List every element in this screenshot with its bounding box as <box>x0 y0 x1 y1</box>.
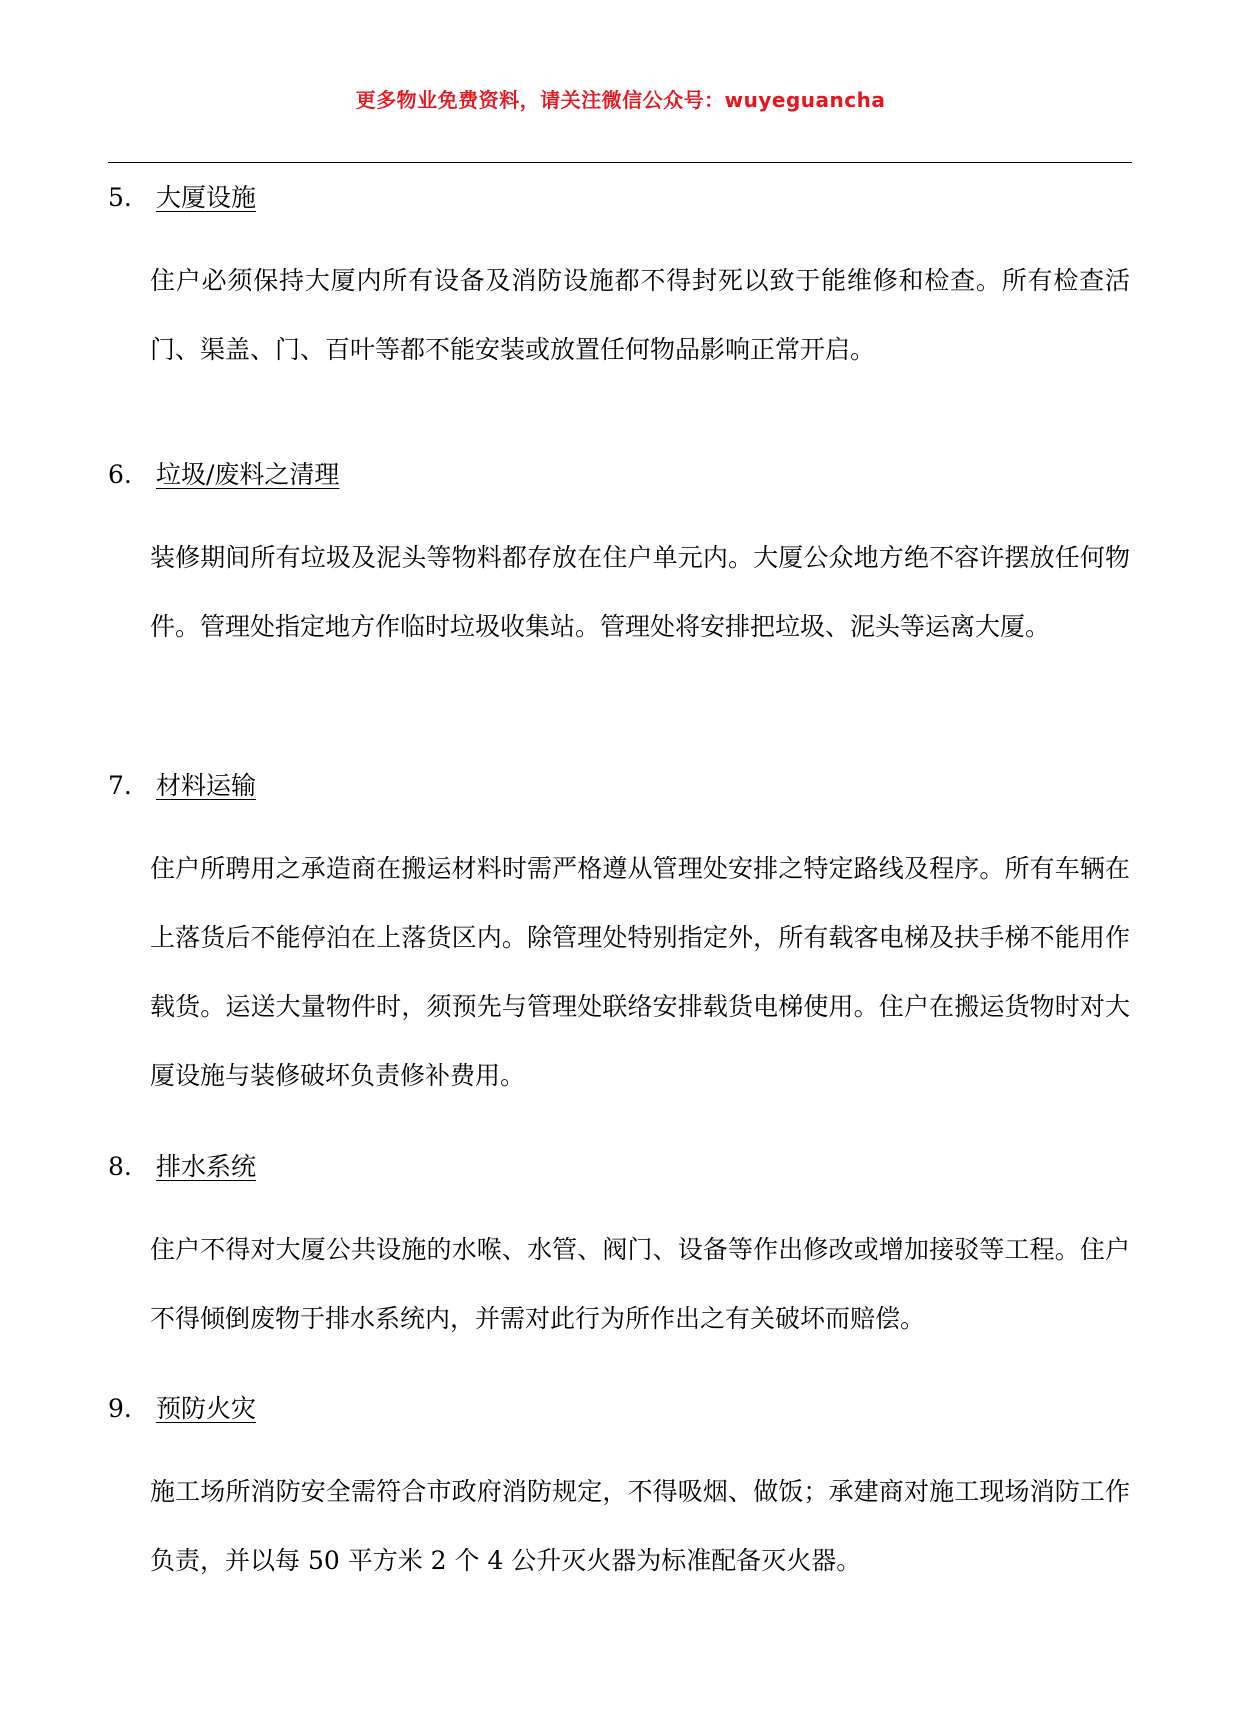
section-building-facilities <box>108 178 1138 384</box>
section-body: 施工场所消防安全需符合市政府消防规定，不得吸烟、做饭；承建商对施工现场消防工作负责，并以每 50 平方米 2 个 4 公升灭火器为标准配备灭火器。 <box>150 1477 1130 1575</box>
header-divider <box>108 162 1132 163</box>
section-title: 材料运输 <box>156 771 257 800</box>
section-number: 8. <box>108 1152 132 1181</box>
section-fire-prevention <box>108 1389 1138 1595</box>
section-title: 排水系统 <box>156 1152 257 1181</box>
section-heading <box>108 1147 1138 1187</box>
header-banner: 更多物业免费资料，请关注微信公众号：wuyeguancha <box>355 88 886 112</box>
section-title: 大厦设施 <box>156 183 257 212</box>
section-heading <box>108 178 1138 218</box>
section-heading <box>108 766 1138 806</box>
section-body: 装修期间所有垃圾及泥头等物料都存放在住户单元内。大厦公众地方绝不容许摆放任何物件。管理处指定地方作临时垃圾收集站。管理处将安排把垃圾、泥头等运离大厦。 <box>150 543 1130 641</box>
section-number: 5. <box>108 183 132 212</box>
section-title: 垃圾/废料之清理 <box>156 460 340 489</box>
section-number: 6. <box>108 460 132 489</box>
section-number: 7. <box>108 771 132 800</box>
section-body: 住户必须保持大厦内所有设备及消防设施都不得封死以致于能维修和检查。所有检查活门、渠盖、门、百叶等都不能安装或放置任何物品影响正常开启。 <box>150 266 1130 364</box>
section-material-transport <box>108 766 1138 1110</box>
section-body: 住户不得对大厦公共设施的水喉、水管、阀门、设备等作出修改或增加接驳等工程。住户不得倾倒废物于排水系统内，并需对此行为所作出之有关破坏而赔偿。 <box>150 1235 1130 1333</box>
section-title: 预防火灾 <box>156 1394 257 1423</box>
section-body: 住户所聘用之承造商在搬运材料时需严格遵从管理处安排之特定路线及程序。所有车辆在上落货后不能停泊在上落货区内。除管理处特别指定外，所有载客电梯及扶手梯不能用作载货。运送大量物件时，须预先与管理处联络安排载货电梯使用。住户在搬运货物时对大厦设施与装修破坏负责修补费用。 <box>150 854 1130 1090</box>
section-number: 9. <box>108 1394 132 1423</box>
section-drainage-system <box>108 1147 1138 1353</box>
section-heading <box>108 455 1138 495</box>
section-heading <box>108 1389 1138 1429</box>
section-waste-disposal <box>108 455 1138 661</box>
